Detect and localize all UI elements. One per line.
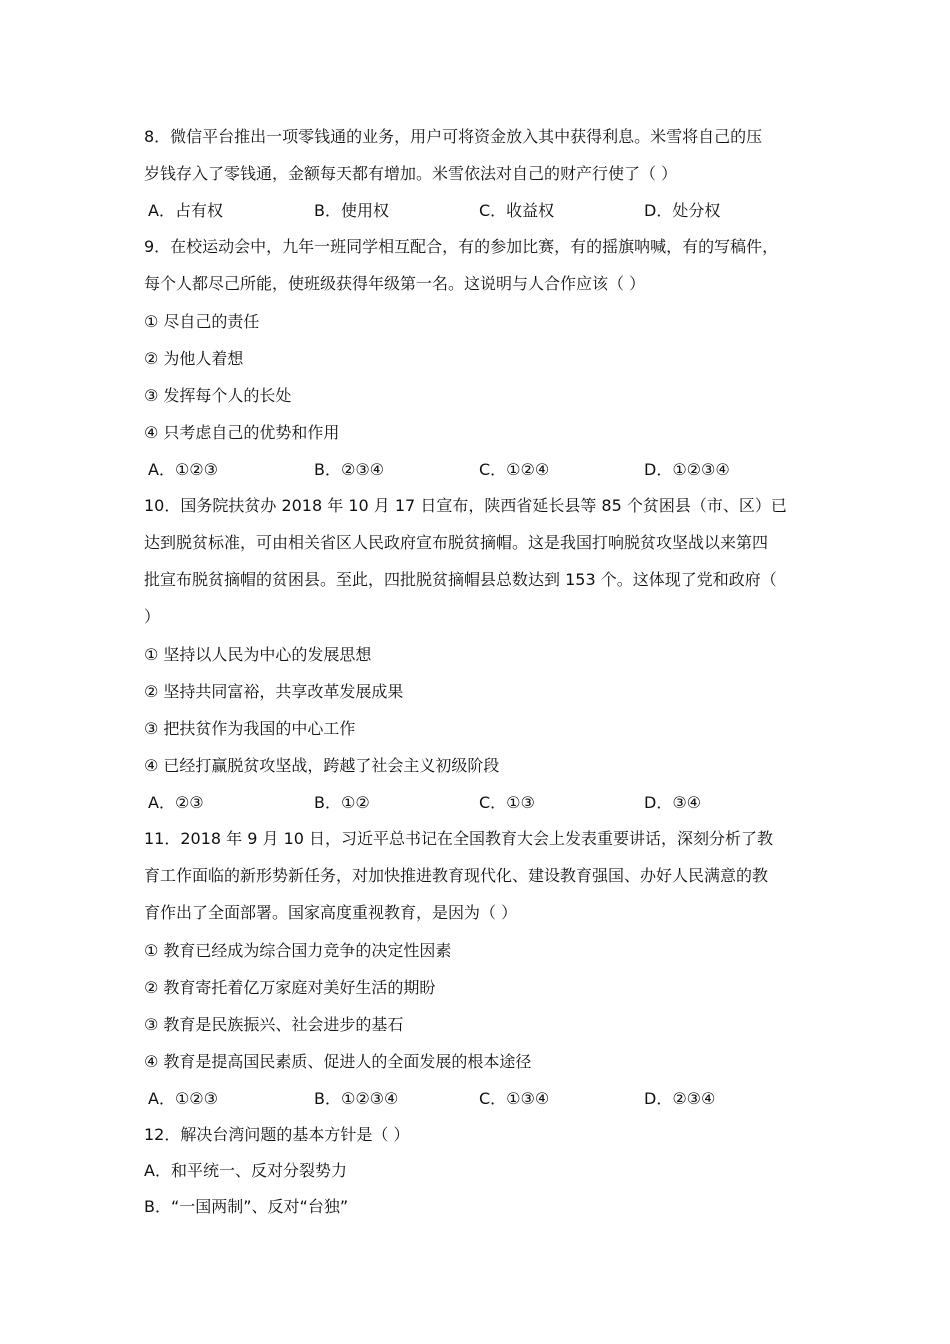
question-9-option-b: B．②③④	[314, 460, 385, 479]
question-10-line-4: ）	[144, 607, 161, 626]
question-10-option-c: C．①③	[479, 793, 535, 812]
question-9-option-a: A．①②③	[148, 460, 218, 479]
question-10-statement-4: ④ 已经打赢脱贫攻坚战，跨越了社会主义初级阶段	[144, 756, 500, 775]
question-10-line-3: 批宣布脱贫摘帽的贫困县。至此，四批脱贫摘帽县总数达到 153 个。这体现了党和政府（	[144, 570, 777, 589]
question-11-line-1: 11．2018 年 9 月 10 日，习近平总书记在全国教育大会上发表重要讲话，深刻分析了教	[144, 829, 774, 848]
question-10-option-d: D．③④	[644, 793, 702, 812]
question-10-line-2: 达到脱贫标准，可由相关省区人民政府宣布脱贫摘帽。这是我国打响脱贫攻坚战以来第四	[144, 533, 769, 552]
question-11-option-a: A．①②③	[148, 1089, 218, 1108]
question-10-option-a: A．②③	[148, 793, 204, 812]
question-8-line-2: 岁钱存入了零钱通，金额每天都有增加。米雪依法对自己的财产行使了（ ）	[144, 164, 678, 183]
question-11-statement-2: ② 教育寄托着亿万家庭对美好生活的期盼	[144, 978, 436, 997]
question-11-line-3: 育作出了全面部署。国家高度重视教育，是因为（ ）	[144, 903, 518, 922]
question-11-option-d: D．②③④	[644, 1089, 716, 1108]
question-11-option-c: C．①③④	[479, 1089, 550, 1108]
question-8-line-1: 8．微信平台推出一项零钱通的业务，用户可将资金放入其中获得利息。米雪将自己的压	[144, 127, 763, 146]
question-10-statement-1: ① 坚持以人民为中心的发展思想	[144, 645, 372, 664]
question-9-statement-1: ① 尽自己的责任	[144, 312, 260, 331]
question-11-option-b: B．①②③④	[314, 1089, 399, 1108]
question-10-statement-3: ③ 把扶贫作为我国的中心工作	[144, 719, 356, 738]
question-9-line-1: 9．在校运动会中，九年一班同学相互配合，有的参加比赛，有的摇旗呐喊，有的写稿件，	[144, 237, 779, 256]
question-10-option-b: B．①②	[314, 793, 370, 812]
question-9-statement-2: ② 为他人着想	[144, 349, 244, 368]
question-9-option-d: D．①②③④	[644, 460, 730, 479]
question-8-option-b: B．使用权	[314, 201, 389, 220]
question-11-statement-4: ④ 教育是提高国民素质、促进人的全面发展的根本途径	[144, 1052, 532, 1071]
question-12-line-1: 12．解决台湾问题的基本方针是（ ）	[144, 1125, 410, 1144]
question-12-option-a: A．和平统一、反对分裂势力	[144, 1161, 347, 1180]
question-8-option-c: C．收益权	[479, 201, 555, 220]
question-10-statement-2: ② 坚持共同富裕，共享改革发展成果	[144, 682, 404, 701]
question-8-option-a: A．占有权	[148, 201, 223, 220]
question-9-option-c: C．①②④	[479, 460, 550, 479]
question-11-line-2: 育工作面临的新形势新任务，对加快推进教育现代化、建设教育强国、办好人民满意的教	[144, 866, 769, 885]
question-10-line-1: 10．国务院扶贫办 2018 年 10 月 17 日宣布，陕西省延长县等 85 个贫困县（市、区）已	[144, 496, 787, 515]
question-11-statement-1: ① 教育已经成为综合国力竞争的决定性因素	[144, 941, 452, 960]
question-9-statement-3: ③ 发挥每个人的长处	[144, 386, 292, 405]
question-12-option-b: B．“一国两制”、反对“台独”	[144, 1197, 349, 1216]
question-11-statement-3: ③ 教育是民族振兴、社会进步的基石	[144, 1015, 404, 1034]
question-8-option-d: D．处分权	[644, 201, 721, 220]
question-9-line-2: 每个人都尽己所能，使班级获得年级第一名。这说明与人合作应该（ ）	[144, 274, 646, 293]
question-9-statement-4: ④ 只考虑自己的优势和作用	[144, 423, 340, 442]
